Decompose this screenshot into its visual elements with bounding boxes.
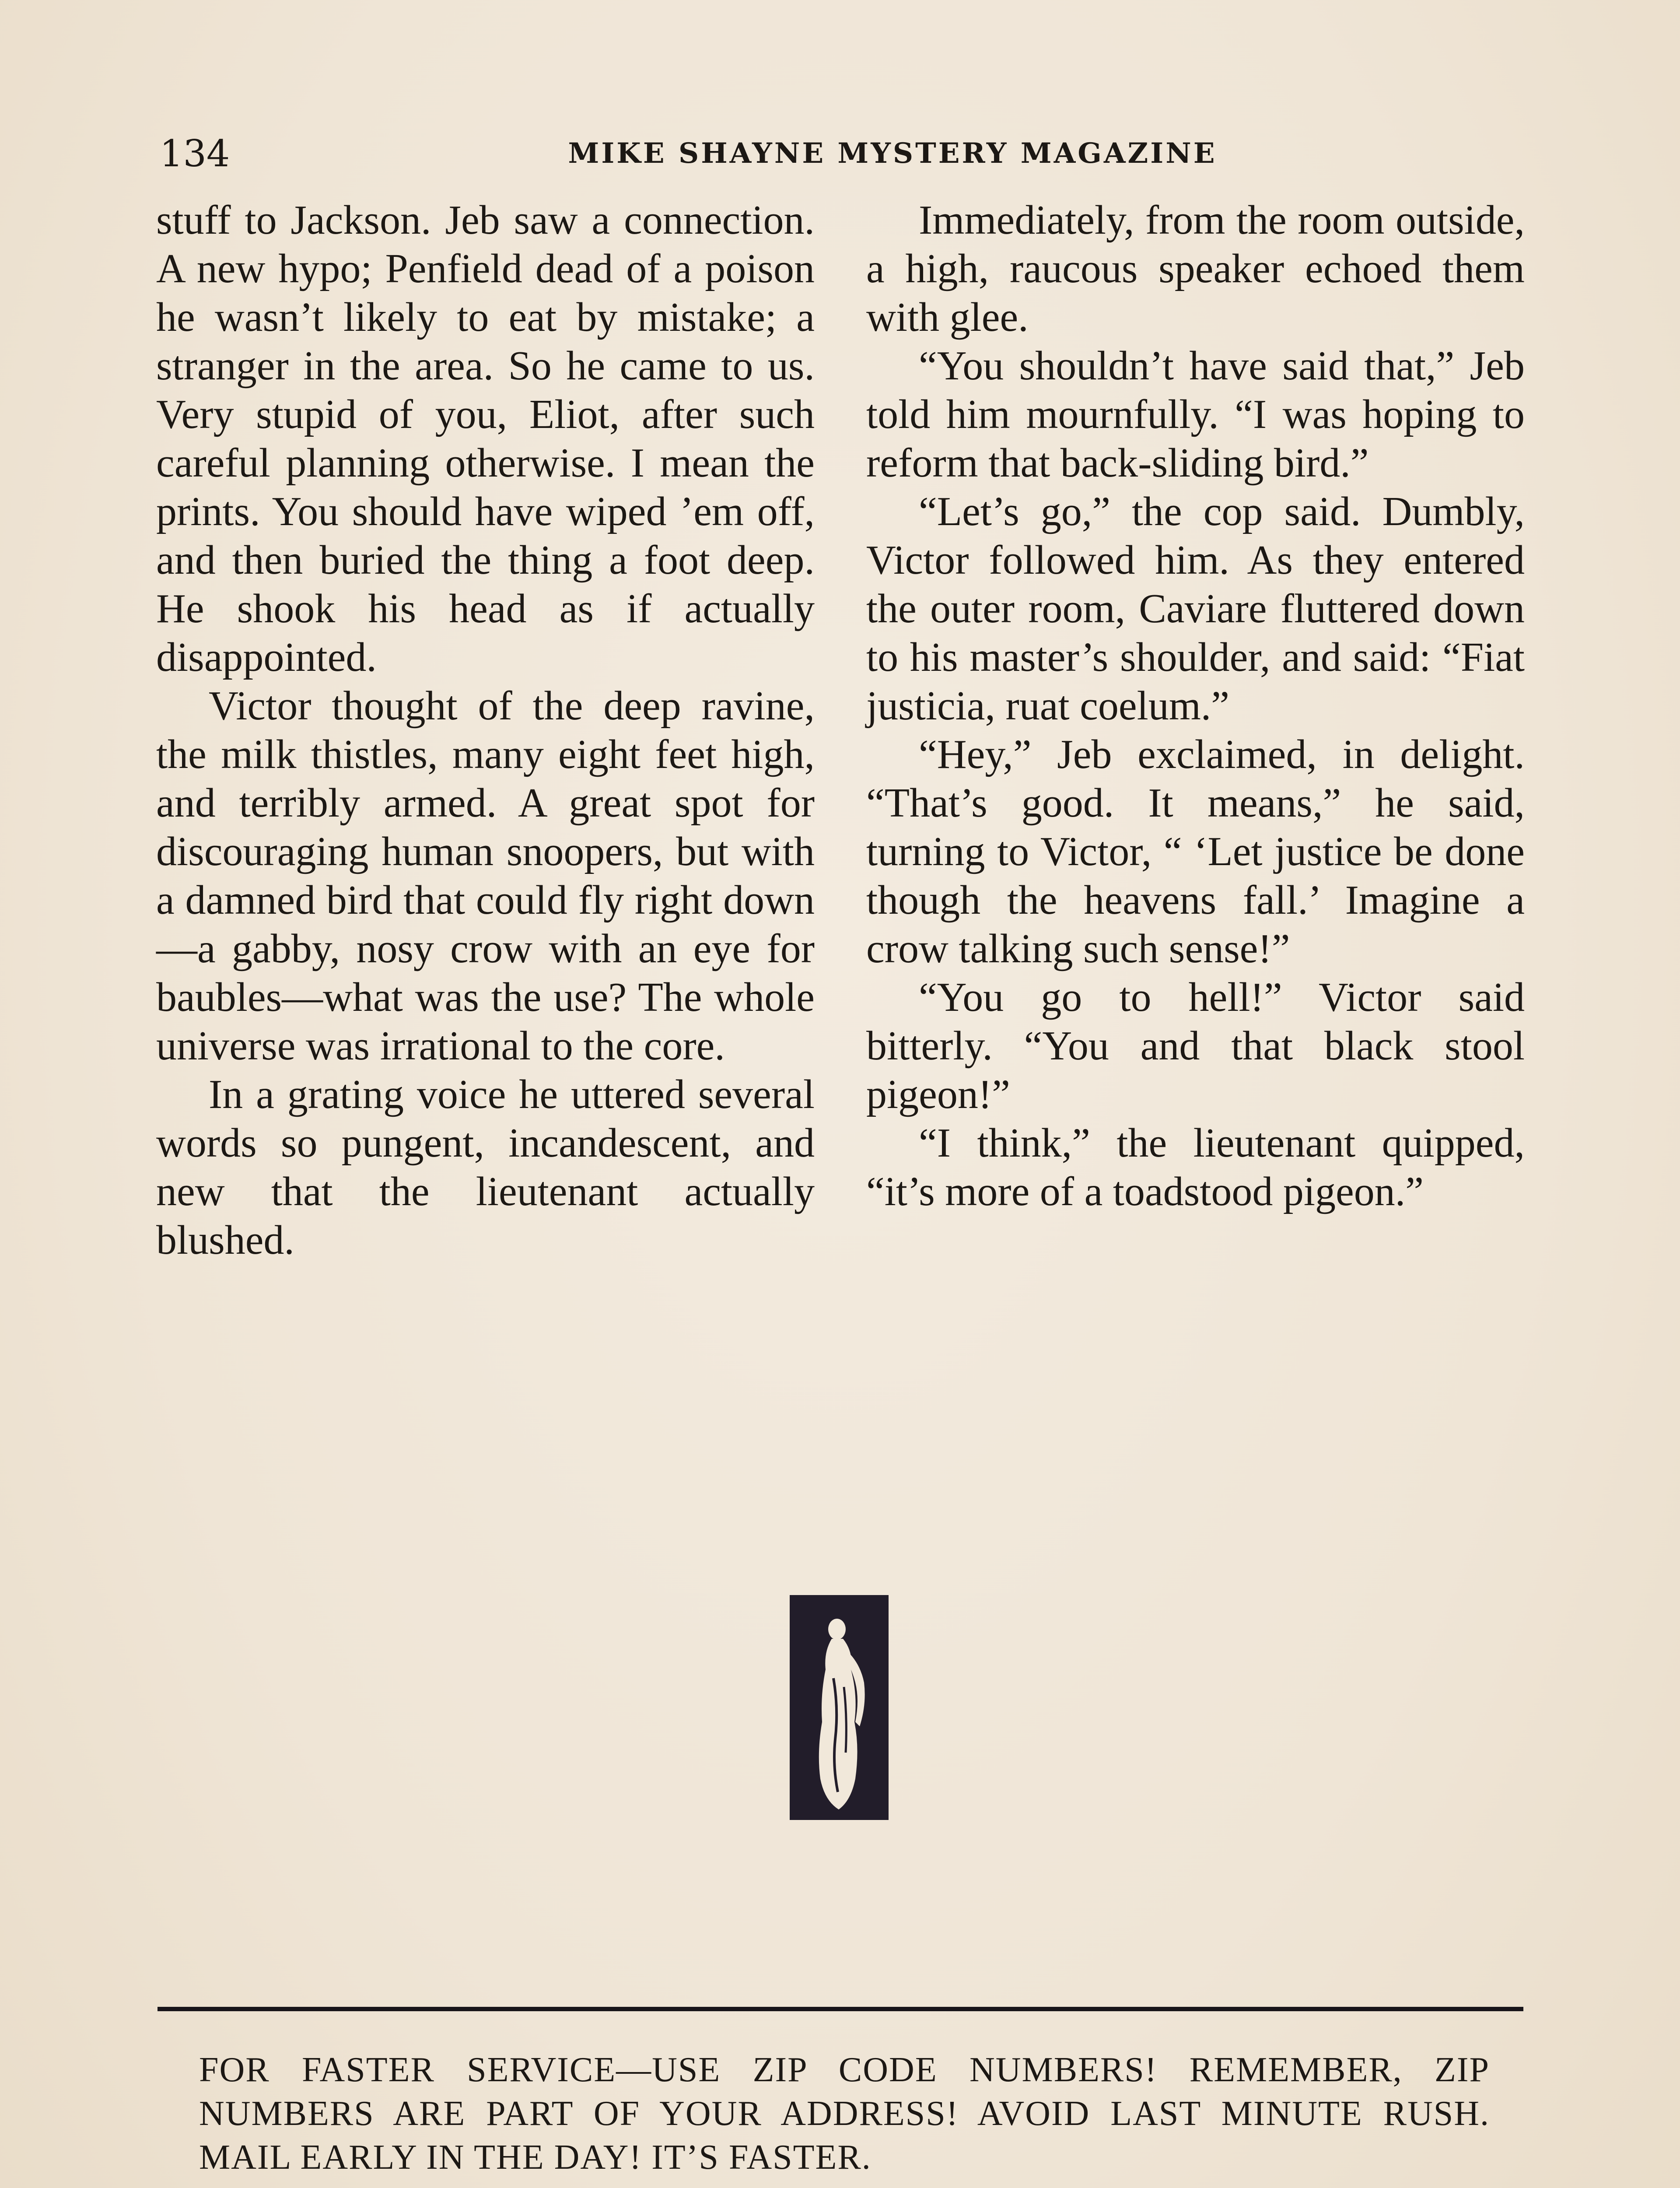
paragraph: “I think,” the lieutenant quipped, “it’s more of a toadstood pigeon.” [866, 1120, 1525, 1214]
right-column [866, 196, 1525, 1216]
woman-figure-vignette-icon [790, 1595, 889, 1820]
page-number: 134 [160, 132, 230, 175]
paragraph: Immediately, from the room outside, a high, raucous speaker echoed them with glee. [866, 197, 1525, 340]
paragraph: “Let’s go,” the cop said. Dumbly, Victor followed him. As they entered the outer room, Caviare fluttered down to his master’s shoulder, and said: “Fiat justicia, ruat coelum.” [866, 489, 1525, 729]
left-column [156, 196, 815, 1265]
paragraph: In a grating voice he uttered several words so pungent, incandescent, and new that the lieutenant actually blushed. [156, 1072, 815, 1263]
zip-code-notice: FOR FASTER SERVICE—USE ZIP CODE NUMBERS! REMEMBER, ZIP NUMBERS ARE PART OF YOUR ADDRESS! AVOID LAST MINUTE RUSH. MAIL EARLY IN THE DAY! IT’S FASTER. [199, 2051, 1490, 2177]
page-header [155, 130, 1529, 178]
divider-rule [158, 2007, 1523, 2011]
paragraph: Victor thought of the deep ravine, the milk thistles, many eight feet high, and terribly armed. A great spot for discouraging human snoopers, but with a damned bird that could fly right down—a gabby, nosy crow with an eye for baubles—what was the use? The whole universe was irrational to the core. [156, 683, 815, 1069]
paragraph: “You go to hell!” Victor said bitterly. “You and that black stool pigeon!” [866, 975, 1525, 1117]
paragraph: stuff to Jackson. Jeb saw a connection. A new hypo; Penfield dead of a poison he wasn’t likely to eat by mistake; a stranger in the area. So he came to us. Very stupid of you, Eliot, after such careful planning otherwise. I mean the prints. You should have wiped ’em off, and then buried the thing a foot deep. He shook his head as if actually disappointed. [156, 197, 815, 680]
paragraph: “Hey,” Jeb exclaimed, in delight. “That’s good. It means,” he said, turning to Victor, “ ‘Let justice be done though the heavens fall.’ Imagine a crow talking such sense!” [866, 732, 1525, 971]
running-head: MIKE SHAYNE MYSTERY MAGAZINE [568, 137, 1217, 170]
paragraph: “You shouldn’t have said that,” Jeb told him mournfully. “I was hoping to reform that back-sliding bird.” [866, 343, 1525, 486]
